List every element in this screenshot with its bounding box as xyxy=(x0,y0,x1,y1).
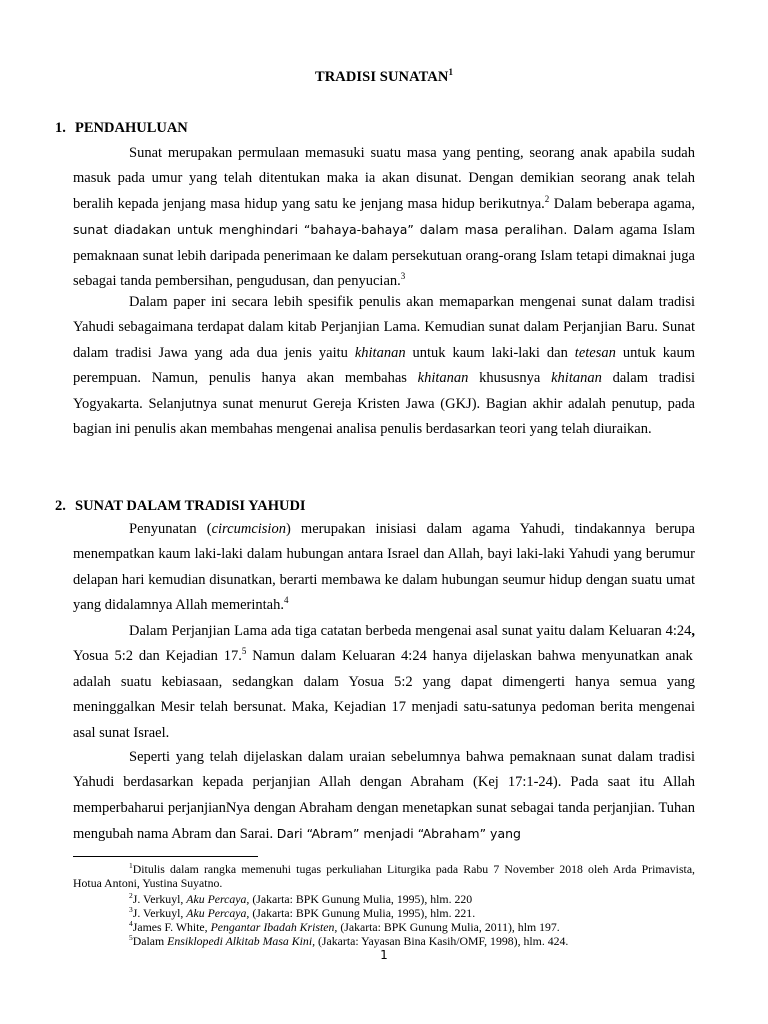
footnote-3: $^3$J. Verkuyl, Aku Percaya, (Jakarta: BPK Gunung Mulia, 1995), hlm. 221. xyxy=(129,905,476,920)
footnote-ref: 5 xyxy=(241,646,247,657)
page-number: 1 xyxy=(380,948,388,962)
paragraph-introduction-2: Dalam paper ini secara lebih spesifik penulis akan memaparkan mengenai sunat dalam tradisi Yahudi sebagaimana terdapat dalam kitab Perjanjian Lama. Kemudian sunat dalam Perjanjian Baru. Sunat dalam tradisi Jawa yang ada dua jenis yaitu khitanan untuk kaum laki-laki dan tetesan untuk kaum perempuan. Namun, penulis hanya akan membahas khitanan khususnya khitanan dalam tradisi Yogyakarta. Selanjutnya sunat menurut Gereja Kristen Jawa (GKJ). Bagian akhir adalah penutup, pada bagian ini penulis akan membahas mengenai analisa penulis berdasarkan teori yang telah diuraikan. xyxy=(73,294,696,438)
paragraph-introduction-1: Sunat merupakan permulaan memasuki suatu masa yang penting, seorang anak apabila sudah masuk pada umur yang telah ditentukan maka ia akan disunat. Dengan demikian seorang anak telah beralih kepada jenjang masa hidup yang satu ke jenjang masa hidup berikutnya.$^2$ Dalam beberapa agama, sunat diadakan untuk menghindari “bahaya-bahaya” dalam masa peralihan. Dalam agama Islam pemaknaan sunat lebih daripada penerimaan ke dalam persekutuan orang-orang Islam tetapi dimaknai juga sebagai tanda pembersihan, pengudusan, dan penyucian.$^3$ xyxy=(73,145,695,290)
section-heading-2: 2. SUNAT DALAM TRADISI YAHUDI xyxy=(55,498,306,514)
paragraph-yahudi-2: Dalam Perjanjian Lama ada tiga catatan berbeda mengenai asal sunat yaitu dalam Keluaran 4:24, Yosua 5:2 dan Kejadian 17.$^5$ Namun dalam Keluaran 4:24 hanya dijelaskan bahwa menyunatkan anak adalah suatu kebiasaan, sedangkan dalam Yosua 5:2 yang dapat dimengerti hanya semua yang meninggalkan Mesir telah bersunat. Maka, Kejadian 17 menjadi satu-satunya pedoman berita mengenai asal sunat Israel. xyxy=(73,623,695,741)
footnote-1: $^1$Ditulis dalam rangka memenuhi tugas perkuliahan Liturgika pada Rabu 7 November 2018 oleh Arda Primavista, Hotua Antoni, Yustina Suyatno. xyxy=(73,861,695,890)
footnote-separator xyxy=(73,856,258,857)
footnote-5: $^5$Dalam Ensiklopedi Alkitab Masa Kini, (Jakarta: Yayasan Bina Kasih/OMF, 1998), hlm. 424. xyxy=(129,933,569,948)
document-title: TRADISI SUNATAN$^1$ xyxy=(314,67,454,85)
footnote-ref: 3 xyxy=(400,271,406,282)
footnote-ref: 2 xyxy=(544,193,550,204)
title-footnote-ref: 1 xyxy=(448,67,454,78)
paragraph-yahudi-3: Seperti yang telah dijelaskan dalam uraian sebelumnya bahwa pemaknaan sunat dalam tradisi Yahudi berdasarkan kepada perjanjian Allah dengan Abraham (Kej 17:1-24). Pada saat itu Allah memperbaharui perjanjianNya dengan Abraham dengan menetapkan sunat sebagai tanda perjanjian. Tuhan mengubah nama Abram dan Sarai. Dari “Abram” menjadi “Abraham” yang xyxy=(73,749,695,843)
paragraph-yahudi-1: Penyunatan (circumcision) merupakan inisiasi dalam agama Yahudi, tindakannya berupa menempatkan kaum laki-laki dalam hubungan antara Israel dan Allah, bayi laki-laki Yahudi yang berumur delapan hari kemudian disunatkan, berarti membawa ke dalam hubungan seumur hidup dengan suatu umat yang didalamnya Allah memerintah.$^4$ xyxy=(73,521,695,614)
footnote-ref: 4 xyxy=(284,595,289,606)
footnote-2: $^2$J. Verkuyl, Aku Percaya, (Jakarta: BPK Gunung Mulia, 1995), hlm. 220 xyxy=(129,891,473,906)
section-heading-1: 1. PENDAHULUAN xyxy=(55,120,188,136)
footnote-4: $^4$James F. White, Pengantar Ibadah Kristen, (Jakarta: BPK Gunung Mulia, 2011), hlm 197. xyxy=(129,919,560,934)
